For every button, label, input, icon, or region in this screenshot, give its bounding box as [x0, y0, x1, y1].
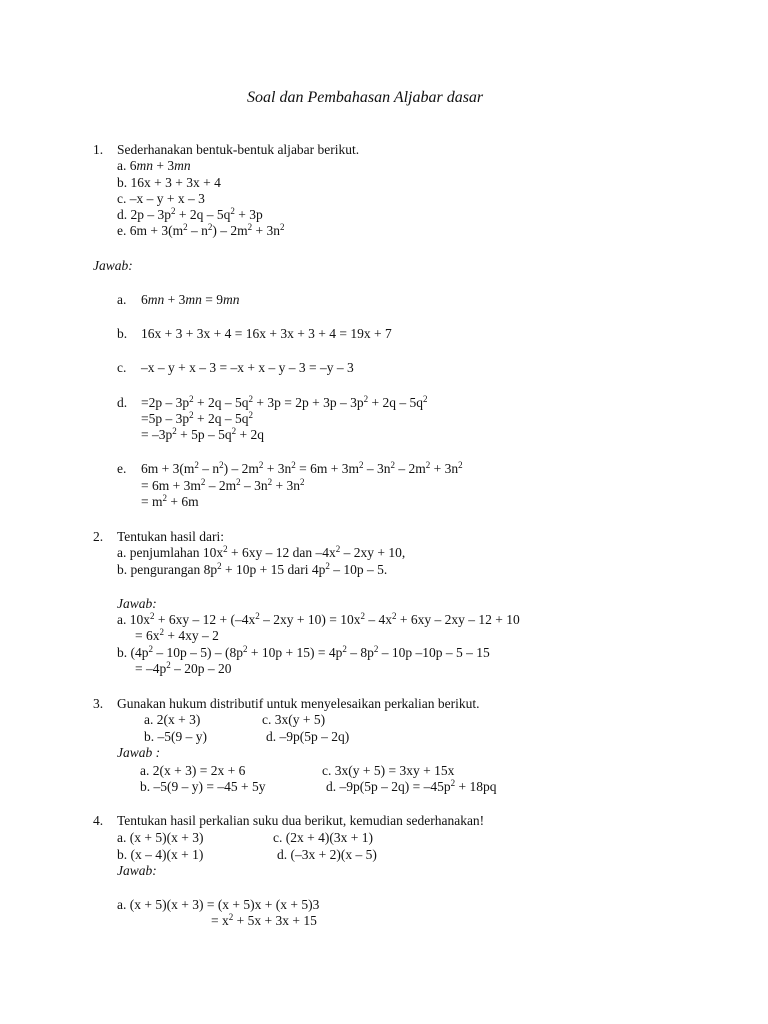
q1-answer-a: 6mn + 3mn = 9mn	[141, 292, 240, 307]
q4-prompt: Tentukan hasil perkalian suku dua berikut, kemudian sederhanakan!	[117, 813, 485, 828]
q2-answer-b-line1: b. $(4p^2 - 10p - 5) - (8p^2 + 10p + 15) = 4p^2 - 8p^2 - 10p$ –10p – 5 – 15	[117, 644, 490, 660]
q3-item-c: c. 3x(y + 5)	[262, 712, 326, 727]
q4-number: 4.	[93, 813, 104, 828]
q1-item-c: c. –x – y + x – 3	[117, 191, 205, 206]
q3-prompt: Gunakan hukum distributif untuk menyelesaikan perkalian berikut.	[117, 696, 480, 711]
q2-answer-b-line2: = $-4p^2 - 20p - 20$	[135, 660, 232, 676]
q4-item-c: c. (2x + 4)(3x + 1)	[273, 830, 373, 845]
q2-answer-a-line2: = $6x^2 + 4xy - 2$	[135, 627, 219, 643]
q1-jawab: Jawab:	[93, 258, 133, 273]
q1-answer-d-line2: $=5p - 3p^2 + 2q - 5q^2$	[141, 410, 253, 426]
q1-answer-e-line2: = $6m + 3m^2 - 2m^2 - 3n^2 + 3n^2$	[141, 477, 305, 493]
q1-answer-b: 16x + 3 + 3x + 4 = 16x + 3x + 3 + 4 = 19x + 7	[141, 326, 392, 341]
q3-item-b: b. –5(9 – y)	[144, 729, 207, 744]
q2-jawab: Jawab:	[117, 596, 157, 611]
q3-answer-d: d. $-9p(5p - 2q) = -45p^2 + 18pq$	[326, 778, 497, 794]
q1-item-b: b. 16x + 3 + 3x + 4	[117, 175, 221, 190]
q2-number: 2.	[93, 529, 104, 544]
q4-item-a: a. (x + 5)(x + 3)	[117, 830, 204, 845]
q1-answer-e-label: e.	[117, 461, 127, 476]
q1-item-d: d. $2p - 3p^2 + 2q - 5q^2 + 3p$	[117, 206, 263, 222]
q1-answer-a-label: a.	[117, 292, 127, 307]
q1-item-e: e. $6m + 3(m^2 - n^2) - 2m^2 + 3n^2$	[117, 222, 285, 238]
q4-answer-a-line2: = $x^2 + 5x + 3x + 15$	[211, 912, 317, 928]
q4-item-d: d. (–3x + 2)(x – 5)	[277, 847, 377, 862]
q1-answer-c-label: c.	[117, 360, 127, 375]
q1-answer-e-line3: = $m^2 + 6m$	[141, 493, 199, 509]
page-title: Soal dan Pembahasan Aljabar dasar	[247, 89, 484, 106]
q3-answer-a: a. 2(x + 3) = 2x + 6	[140, 763, 246, 778]
q1-prompt: Sederhanakan bentuk-bentuk aljabar berikut.	[117, 142, 360, 157]
q2-prompt: Tentukan hasil dari:	[117, 529, 225, 544]
q1-number: 1.	[93, 142, 104, 157]
q1-answer-c: –x – y + x – 3 = –x + x – y – 3 = –y – 3	[141, 360, 354, 375]
q1-item-a: a. 6mn + 3mn	[117, 158, 191, 173]
q4-answer-a-line1: a. (x + 5)(x + 3) = (x + 5)x + (x + 5)3	[117, 897, 320, 912]
q3-item-a: a. 2(x + 3)	[144, 712, 201, 727]
q3-jawab: Jawab :	[117, 745, 161, 760]
q1-answer-d-line1: $=2p - 3p^2 + 2q - 5q^2 + 3p = 2p + 3p - 3p^2 + 2q - 5q^2$	[141, 394, 428, 410]
q3-item-d: d. –9p(5p – 2q)	[266, 729, 350, 744]
q1-answer-b-label: b.	[117, 326, 128, 341]
q4-item-b: b. (x – 4)(x + 1)	[117, 847, 204, 862]
q1-answer-d-line3: = $-3p^2 + 5p - 5q^2 + 2q$	[141, 426, 264, 442]
q2-item-b: b. pengurangan $8p^2 + 10p + 15$ dari $4p^2 - 10p - 5$.	[117, 561, 388, 577]
q3-answer-b: b. –5(9 – y) = –45 + 5y	[140, 779, 266, 794]
q3-number: 3.	[93, 696, 104, 711]
q1-answer-d-label: d.	[117, 395, 128, 410]
q1-answer-e-line1: $6m + 3(m^2 - n^2) - 2m^2 + 3n^2 = 6m + 3m^2 - 3n^2 - 2m^2 + 3n^2$	[141, 460, 463, 476]
q3-answer-c: c. 3x(y + 5) = 3xy + 15x	[322, 763, 455, 778]
q4-jawab: Jawab:	[117, 863, 157, 878]
q2-item-a: a. penjumlahan $10x^2 + 6xy - 12$ dan $-4x^2 - 2xy + 10$,	[117, 544, 406, 560]
q2-answer-a-line1: a. $10x^2 + 6xy - 12 + (-4x^2 - 2xy + 10) = 10x^2 - 4x^2 + 6xy - 2xy - 12 + 10$	[117, 611, 520, 627]
